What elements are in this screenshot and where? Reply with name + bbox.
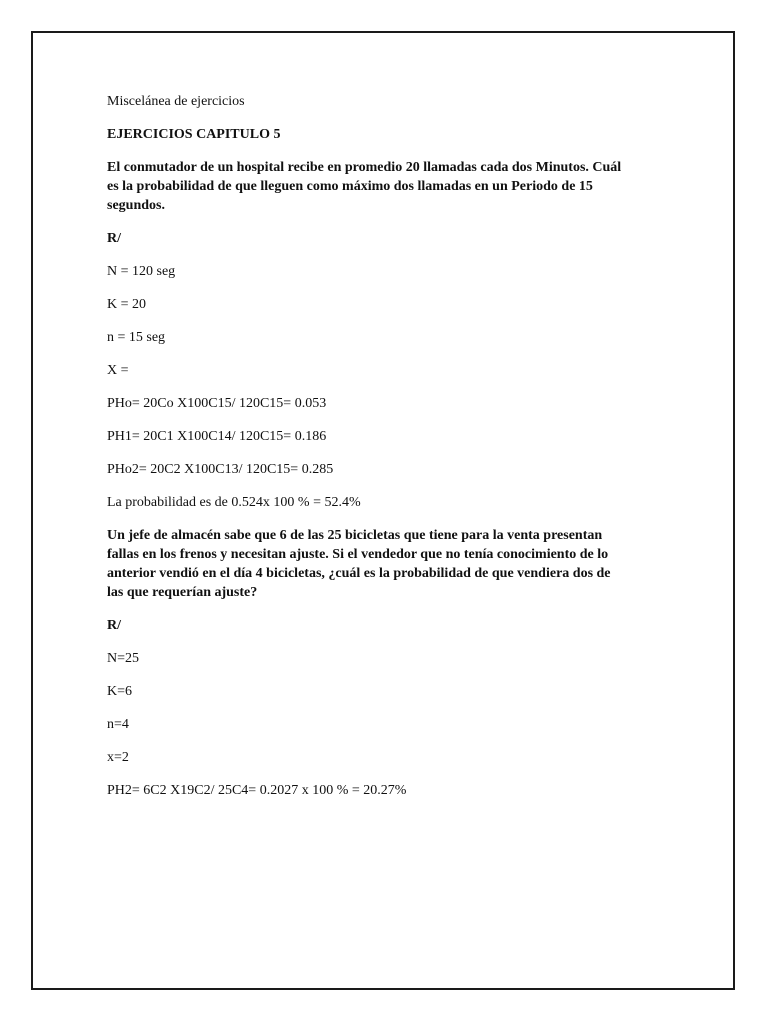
document-content bbox=[107, 92, 672, 814]
problem1-line-pho: PHo= 20Co X100C15/ 120C15= 0.053 bbox=[107, 396, 327, 411]
problem2-statement-line: anterior vendió en el día 4 bicicletas, ¿cuál es la probabilidad de que vendiera dos de bbox=[107, 566, 611, 581]
problem2-statement-line: fallas en los frenos y necesitan ajuste. Si el vendedor que no tenía conocimiento de lo bbox=[107, 547, 609, 562]
problem2-result: PH2= 6C2 X19C2/ 25C4= 0.2027 x 100 % = 20.27% bbox=[107, 783, 407, 798]
problem2-statement bbox=[107, 526, 672, 602]
problem1-line-N: N = 120 seg bbox=[107, 264, 176, 279]
problem2-answer-label: R/ bbox=[107, 618, 121, 633]
problem1-result: La probabilidad es de 0.524x 100 % = 52.4% bbox=[107, 495, 361, 510]
problem2-line-x: x=2 bbox=[107, 750, 129, 765]
problem1-line-ph1: PH1= 20C1 X100C14/ 120C15= 0.186 bbox=[107, 429, 327, 444]
problem1-line-X: X = bbox=[107, 363, 129, 378]
problem2-line-K: K=6 bbox=[107, 684, 133, 699]
problem1-statement-line: segundos. bbox=[107, 198, 165, 213]
problem2-statement-line: las que requerían ajuste? bbox=[107, 585, 258, 600]
document-page bbox=[31, 31, 735, 990]
problem1-line-K: K = 20 bbox=[107, 297, 147, 312]
problem1-statement bbox=[107, 158, 672, 215]
document-heading: Miscelánea de ejercicios bbox=[107, 94, 245, 109]
problem1-statement-line: es la probabilidad de que lleguen como máximo dos llamadas en un Periodo de 15 bbox=[107, 179, 593, 194]
problem1-line-pho2: PHo2= 20C2 X100C13/ 120C15= 0.285 bbox=[107, 462, 334, 477]
problem2-statement-line: Un jefe de almacén sabe que 6 de las 25 bicicletas que tiene para la venta presentan bbox=[107, 528, 603, 543]
problem2-line-n: n=4 bbox=[107, 717, 129, 732]
problem1-line-n: n = 15 seg bbox=[107, 330, 166, 345]
problem2-line-N: N=25 bbox=[107, 651, 140, 666]
problem1-statement-line: El conmutador de un hospital recibe en promedio 20 llamadas cada dos Minutos. Cuál bbox=[107, 160, 622, 175]
problem1-answer-label: R/ bbox=[107, 231, 121, 246]
chapter-title: EJERCICIOS CAPITULO 5 bbox=[107, 127, 281, 142]
